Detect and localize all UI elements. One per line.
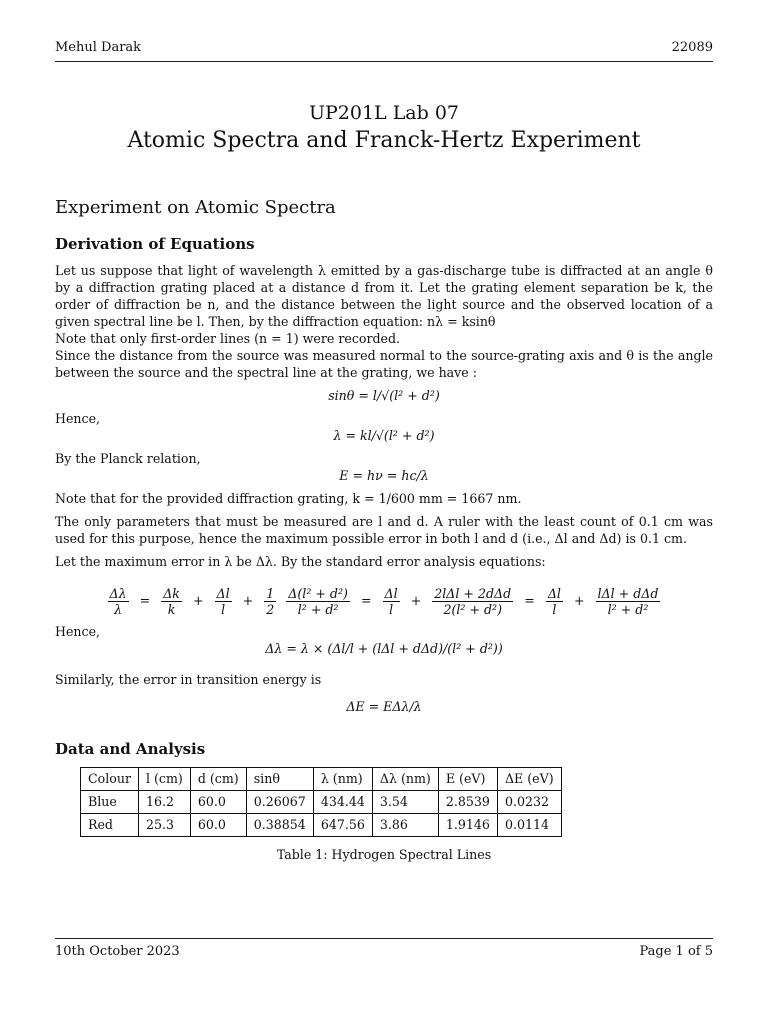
footer-rule (55, 938, 713, 939)
frac-expanded: $\frac{\text{2lΔl + 2dΔd}}{\text{2(l² + d²)}}$ (434, 586, 512, 617)
frac-half: $\frac{1}{2}$ (266, 586, 275, 617)
table-cell: 434.44 (313, 791, 372, 814)
table-header-cell: l (cm) (138, 768, 190, 791)
paragraph-first-order: Note that only first-order lines (n = 1) were recorded. (55, 331, 401, 346)
table-cell: 16.2 (138, 791, 190, 814)
paragraph-intro: Let us suppose that light of wavelength λ emitted by a gas-discharge tube is diffracted at an angle θ by a diffraction grating placed at a distance d from it. Let the grating element separation be k, the order of diffraction be n, and the distance between the light source and the observed location of a given spectral line be l. Then, by the diffraction equation: nλ = ksinθ (55, 263, 713, 329)
text-planck-intro: By the Planck relation, (55, 451, 201, 466)
table-row (81, 814, 562, 837)
text-similarly: Similarly, the error in transition energy is (55, 672, 322, 687)
table-header-row (81, 768, 562, 791)
table-header-cell: sinθ (246, 768, 313, 791)
table-caption: Table 1: Hydrogen Spectral Lines (276, 847, 492, 862)
roll-number: 22089 (671, 40, 713, 55)
page-header (55, 40, 713, 60)
footer-date: 10th October 2023 (55, 944, 180, 959)
text-hence-1: Hence, (55, 411, 101, 426)
table-header-cell: ΔE (eV) (497, 768, 561, 791)
equation-energy: E = hν = hc/λ (339, 468, 429, 483)
table-cell: 0.26067 (246, 791, 313, 814)
text-hence-2: Hence, (55, 624, 101, 639)
table-header-cell: d (cm) (190, 768, 246, 791)
table-cell: 647.56 (313, 814, 372, 837)
page-content (55, 100, 713, 862)
course-title: UP201L Lab 07 (308, 102, 460, 124)
table-cell: 3.86 (372, 814, 438, 837)
document-title: Atomic Spectra and Franck-Hertz Experiment (127, 128, 641, 153)
header-rule (55, 61, 713, 62)
frac-dlambda-lambda: $\frac{\Delta\lambda}{\lambda}$ (109, 586, 127, 617)
equation-dlambda: Δλ = λ × (Δl/l + (lΔl + dΔd)/(l² + d²)) (265, 641, 503, 656)
equation-lambda: λ = kl/√(l² + d²) (333, 428, 435, 443)
frac-d-sum-squares: $\frac{\text{Δ(l² + d²)}}{\text{l² + d²}}$ (288, 586, 348, 617)
table-cell: 3.54 (372, 791, 438, 814)
table-header-cell: E (eV) (438, 768, 497, 791)
frac-dk-k: $\frac{\Delta k}{k}$ (163, 586, 180, 617)
table-cell: Red (81, 814, 139, 837)
section-heading: Experiment on Atomic Spectra (55, 197, 336, 218)
paragraph-grating-note: Note that for the provided diffraction grating, k = 1/600 mm = 1667 nm. (55, 491, 522, 506)
table-cell: 0.38854 (246, 814, 313, 837)
paragraph-error-intro: Let the maximum error in λ be Δλ. By the standard error analysis equations: (55, 554, 546, 569)
frac-simplified: $\frac{\text{lΔl + dΔd}}{\text{l² + d²}}$ (597, 586, 659, 617)
page-number: Page 1 of 5 (639, 944, 713, 959)
subsection-heading-data: Data and Analysis (55, 740, 206, 758)
table-header-cell: Colour (81, 768, 139, 791)
equation-sin: sinθ = l/√(l² + d²) (328, 388, 440, 403)
table-cell: Blue (81, 791, 139, 814)
subsection-heading-derivation: Derivation of Equations (55, 235, 255, 253)
table-row (81, 791, 562, 814)
frac-dl-l-2: $\frac{\Delta l}{l}$ (384, 586, 398, 617)
spectral-lines-table (80, 767, 562, 837)
equation-dE: ΔE = EΔλ/λ (346, 699, 422, 714)
table-cell: 0.0114 (497, 814, 561, 837)
page-footer (55, 944, 713, 964)
table-cell: 2.8539 (438, 791, 497, 814)
table-header-cell: Δλ (nm) (372, 768, 438, 791)
table-cell: 60.0 (190, 791, 246, 814)
table-cell: 60.0 (190, 814, 246, 837)
frac-dl-l: $\frac{\Delta l}{l}$ (216, 586, 230, 617)
equation-error-analysis: $\frac{\Delta\lambda}{\lambda}$ = $\frac{\Delta k}{k}$ + $\frac{\Delta l}{l}$ + $\frac{1}{2}$ $\frac{\text{Δ(l² + d²)}}{\text{l² + d²}}$ = $\frac{\Delta l}{l}$ + $\frac{\text{2lΔl + 2dΔd}}{\text{2(l² + d²)}}$ = $\frac{\Delta l}{l}$ + $\frac{\text{lΔl + dΔd}}{\text{l² + d²}}$ (109, 586, 659, 617)
table-cell: 1.9146 (438, 814, 497, 837)
table-header-cell: λ (nm) (313, 768, 372, 791)
author-name: Mehul Darak (55, 40, 142, 55)
paragraph-params-note: The only parameters that must be measured are l and d. A ruler with the least count of 0.1 cm was used for this purpose, hence the maximum possible error in both l and d (i.e., Δl and Δd) is 0.1 cm. (55, 514, 713, 546)
table-cell: 25.3 (138, 814, 190, 837)
paragraph-angle: Since the distance from the source was measured normal to the source-grating axis and θ is the angle between the source and the spectral line at the grating, we have : (55, 348, 713, 380)
frac-dl-l-3: $\frac{\Delta l}{l}$ (547, 586, 561, 617)
table-cell: 0.0232 (497, 791, 561, 814)
